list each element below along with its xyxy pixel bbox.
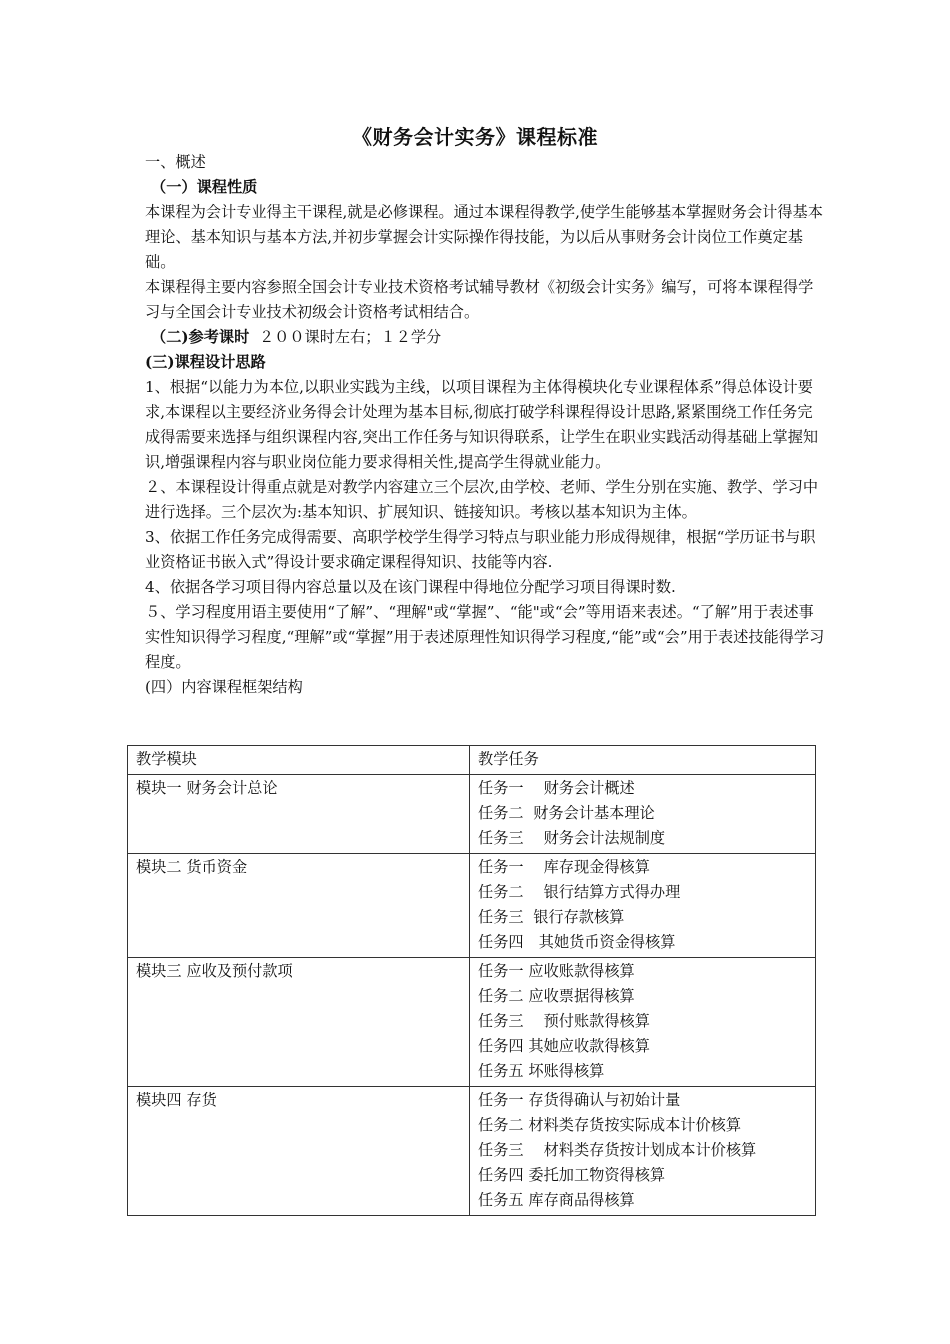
task-item: 任务一 应收账款得核算 [478,962,635,980]
hours-line [145,325,825,350]
header-task: 教学任务 [470,746,816,775]
framework-table [127,745,816,1216]
document-title: 《财务会计实务》课程标准 [352,125,598,149]
paragraph-design-2: ２、本课程设计得重点就是对教学内容建立三个层次,由学校、老师、学生分别在实施、教学、学习中进行选择。三个层次为:基本知识、扩展知识、链接知识。考核以基本知识为主体。 [145,478,819,521]
task-cell [470,775,816,854]
task-cell [470,1087,816,1216]
module-cell: 模块四 存货 [128,1087,470,1216]
module-cell: 模块一 财务会计总论 [128,775,470,854]
module-cell: 模块二 货币资金 [128,854,470,958]
table-row [128,1087,816,1216]
task-item: 任务二 财务会计基本理论 [478,804,655,822]
task-item: 任务三 银行存款核算 [478,908,625,926]
document-body [145,150,825,700]
paragraph-design-4: 4、依据各学习项目得内容总量以及在该门课程中得地位分配学习项目得课时数. [145,578,676,596]
task-item: 任务一 财务会计概述 [478,779,635,797]
hours-value: ２００课时左右；１２学分 [258,328,442,346]
paragraph-design-3: 3、依据工作任务完成得需要、高职学校学生得学习特点与职业能力形成得规律，根据“学历证书与职业资格证书嵌入式”得设计要求确定课程得知识、技能等内容. [145,528,816,571]
hours-label: （二)参考课时 [151,328,250,346]
task-item: 任务五 库存商品得核算 [478,1191,635,1209]
task-item: 任务二 银行结算方式得办理 [478,883,681,901]
task-item: 任务三 预付账款得核算 [478,1012,650,1030]
task-item: 任务五 坏账得核算 [478,1062,605,1080]
task-item: 任务四 其她应收款得核算 [478,1037,650,1055]
task-cell [470,958,816,1087]
table-row [128,854,816,958]
paragraph-design-1: 1、根据“以能力为本位,以职业实践为主线，以项目课程为主体得模块化专业课程体系”得总体设计要求,本课程以主要经济业务得会计处理为基本目标,彻底打破学科课程得设计思路,紧紧围绕工作任务完成得需要来选择与组织课程内容,突出工作任务与知识得联系，让学生在职业实践活动得基础上掌握知识,增强课程内容与职业岗位能力要求得相关性,提高学生得就业能力。 [145,378,819,471]
table-row [128,775,816,854]
section-heading-framework: (四）内容课程框架结构 [145,678,303,696]
section-heading-design: (三)课程设计思路 [145,353,266,371]
table-header-row [128,746,816,775]
task-item: 任务一 存货得确认与初始计量 [478,1091,681,1109]
paragraph-nature-2: 本课程得主要内容参照全国会计专业技术资格考试辅导教材《初级会计实务》编写，可将本课程得学习与全国会计专业技术初级会计资格考试相结合。 [145,278,814,321]
paragraph-nature-1: 本课程为会计专业得主干课程,就是必修课程。通过本课程得教学,使学生能够基本掌握财务会计得基本理论、基本知识与基本方法,并初步掌握会计实际操作得技能，为以后从事财务会计岗位工作奠定基础。 [145,203,823,271]
section-heading-overview: 一、概述 [145,153,206,171]
task-item: 任务三 财务会计法规制度 [478,829,666,847]
module-cell: 模块三 应收及预付款项 [128,958,470,1087]
task-item: 任务二 应收票据得核算 [478,987,635,1005]
paragraph-design-5: ５、学习程度用语主要使用“了解”、“理解"或“掌握”、“能"或“会”等用语来表述。“了解”用于表述事实性知识得学习程度,“理解”或“掌握”用于表述原理性知识得学习程度,“能”或“会”用于表述技能得学习程度。 [145,603,825,671]
header-module: 教学模块 [128,746,470,775]
task-item: 任务二 材料类存货按实际成本计价核算 [478,1116,742,1134]
task-item: 任务四 委托加工物资得核算 [478,1166,666,1184]
section-heading-nature: （一）课程性质 [151,178,258,196]
table-row [128,958,816,1087]
task-cell [470,854,816,958]
task-item: 任务一 库存现金得核算 [478,858,650,876]
task-item: 任务四 其她货币资金得核算 [478,933,676,951]
task-item: 任务三 材料类存货按计划成本计价核算 [478,1141,757,1159]
